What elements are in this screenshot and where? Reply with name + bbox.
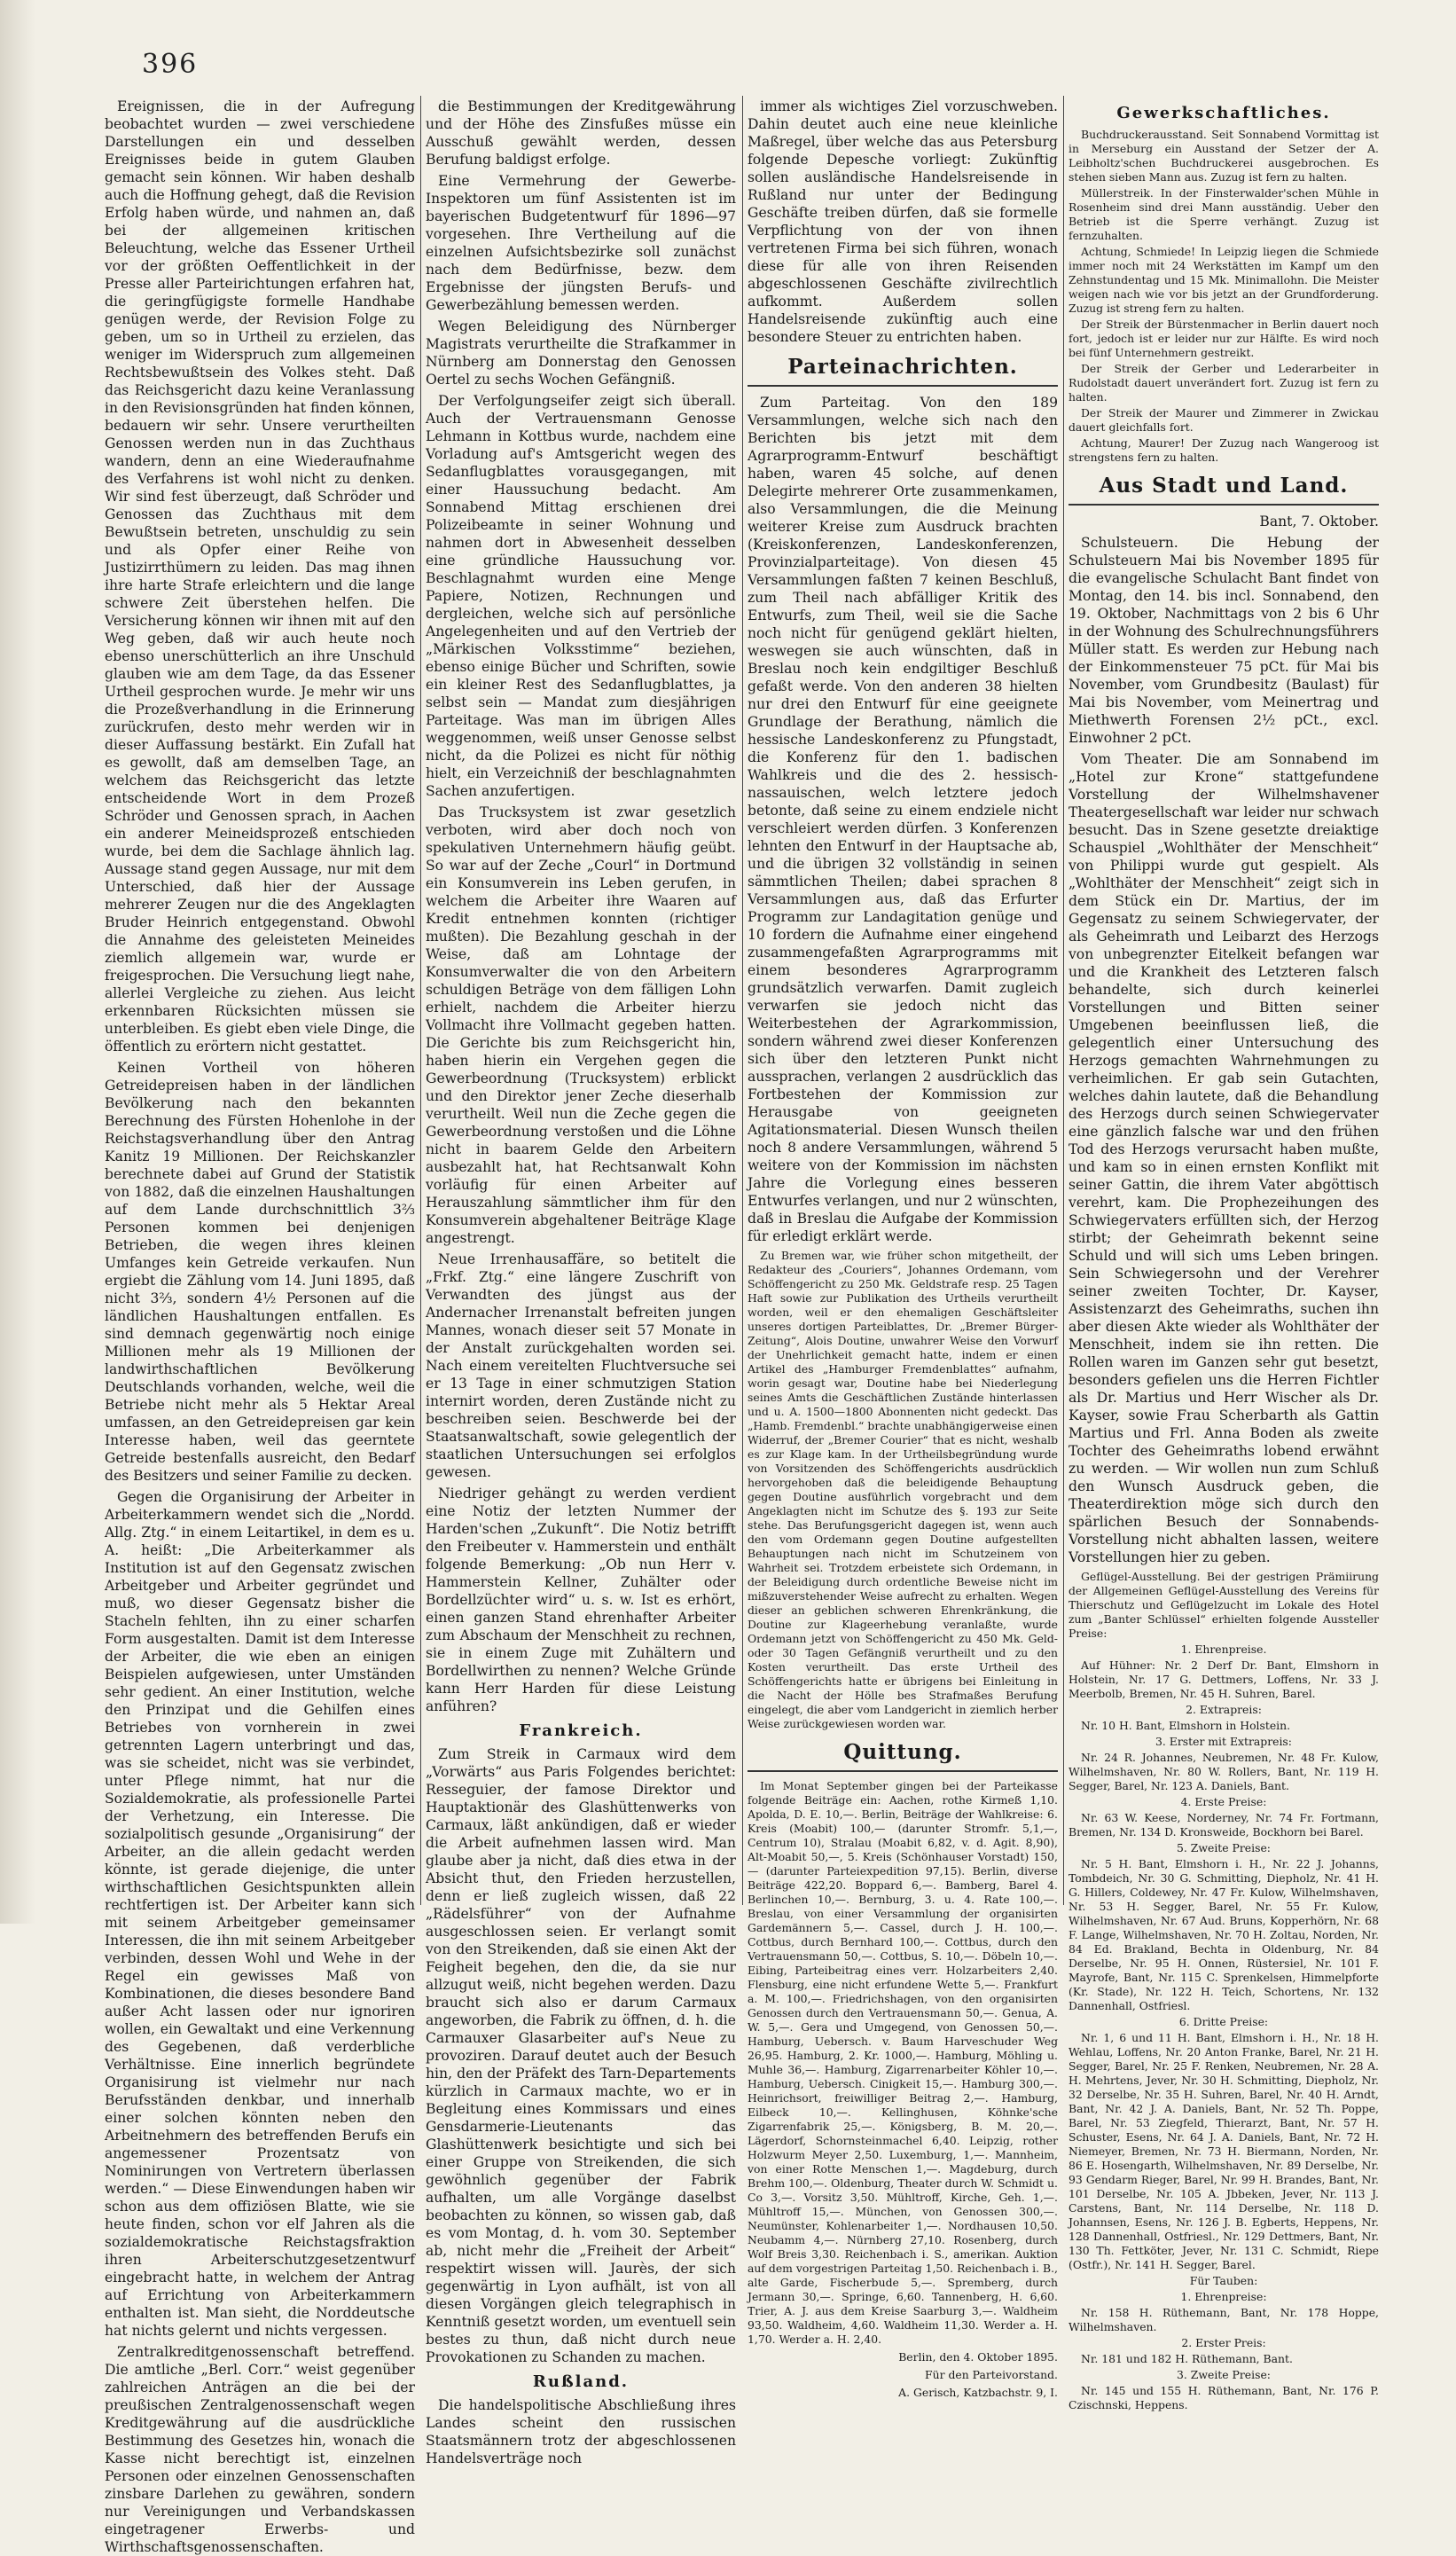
article-paragraph: die Bestimmungen der Kreditgewährung und der Höhe des Zinsfußes müsse ein Ausschuß gewählt werden, dessen Berufung baldigst erfolge. bbox=[426, 98, 736, 168]
receipt-signature-name: A. Gerisch, Katzbachstr. 9, I. bbox=[898, 2386, 1058, 2399]
column-1 bbox=[105, 98, 415, 2555]
article-paragraph: Der Verfolgungseifer zeigt sich überall. Auch der Vertrauensmann Genosse Lehmann in Kottbus wurde, nachdem eine Vorladung auf's Amtsgericht wegen des Sedanflugblattes vorausgegangen, mit einer Haussuchung bedacht. Am Sonnabend Mittag erschienen drei Polizeibeamte in seiner Wohnung und nahmen dort in Abwesenheit desselben eine gründliche Haussuchung vor. Beschlagnahmt wurden eine Menge Papiere, Notizen, Rechnungen und dergleichen, welche sich auf persönliche Angelegenheiten und auf den Vertrieb der „Märkischen Volksstimme“ beziehen, ebenso einige Bücher und Schriften, sowie ein kleiner Rest des Sedanflugblattes, ja selbst sein — Mandat zum diesjährigen Parteitage. Was man im übrigen Alles weggenommen, weiß unser Genosse selbst nicht, da die Polizei es nicht für nöthig hielt, ein Verzeichniß der beschlagnahmten Sachen anzufertigen. bbox=[426, 393, 736, 799]
section-heading-party-news: Parteinachrichten. bbox=[748, 355, 1058, 387]
article-paragraph: Zu Bremen war, wie früher schon mitgetheilt, der Redakteur des „Couriers“, Johannes Ordemann, vom Schöffengericht zu 250 Mk. Geldstrafe resp. 25 Tagen Haft sowie zur Publikation des Urtheils verurtheilt worden, weil er den ehemaligen Geschäftsleiter unseres dortigen Parteiblattes, Dr. „Bremer Bürger-Zeitung“, Alois Doutine, unwahrer Weise den Vorwurf der Unehrlichkeit gemacht hatte, indem er einen Artikel des „Hamburger Fremdenblattes“ aufnahm, worin gesagt war, Doutine habe bei Niederlegung seines Amts die Geschäftlichen Zustände hinterlassen und u. A. 1500—1800 Abonnenten nicht gedeckt. Das „Hamb. Fremdenbl.“ brachte unabhängigerweise einen Widerruf, der „Bremer Courier“ that es nicht, weshalb es zur Klage kam. In der Urtheilsbegründung wurde von Vorsitzenden des Schöffengerichts ausdrücklich hervorgehoben daß die beleidigende Behauptung gegen Doutine ausführlich vorgebracht und dem Angeklagten nicht im Schutze des §. 193 zur Seite stehe. Das Berufungsgericht dagegen ist, wenn auch den vom Ordemann gegen Doutine aufgestellten Behauptungen nach nicht im Schutzeinem von Wahrheit sei. Trotzdem erbeistete sich Ordemann, in der Beleidigung durch ordentliche Beweise nicht im mißzuverstehender Weise aufrecht zu erhalten. Wegen dieser an geblichen schweren Ehrenkränkung, die Doutine zur Klageerhebung veranlaßte, wurde Ordemann jetzt von Schöffengericht zu 450 Mk. Geld- oder 30 Tagen Gefängniß verurtheilt und zu den Kosten verurtheilt. Das erste Urtheil des Schöffengerichts hatte er übrigens bei Einleitung in die Nacht der Hölle bes Strafmaßes Berufung eingelegt, die aber vom Landgericht in ziemlich herber Weise zurückgewiesen worden war. bbox=[748, 1249, 1058, 1730]
section-heading-receipt: Quittung. bbox=[748, 1740, 1058, 1772]
section-heading-unions: Gewerkschaftliches. bbox=[1116, 104, 1331, 122]
receipt-list bbox=[748, 1779, 1058, 2400]
notice-paragraph: Buchdruckerausstand. Seit Sonnabend Vormittag ist in Merseburg ein Ausstand der Setzer der A. Leibholtz'schen Buchdruckerei ausgebrochen. Es stehen sieben Mann aus. Zuzug ist fern zu halten. bbox=[1069, 128, 1379, 184]
prize-heading: 2. Erster Preis: bbox=[1181, 2336, 1266, 2349]
prize-heading: Für Tauben: bbox=[1189, 2274, 1258, 2287]
dateline: Bant, 7. Oktober. bbox=[1259, 514, 1379, 529]
article-paragraph: Geflügel-Ausstellung. Bei der gestrigen Prämiirung der Allgemeinen Geflügel-Ausstellung des Vereins für Thierschutz und Geflügelzucht im Lokale des Hotel zum „Banter Schlüssel“ erhielten folgende Aussteller Preise: bbox=[1069, 1570, 1379, 1640]
receipt-text: Im Monat September gingen bei der Parteikasse folgende Beiträge ein: Aachen, rothe Kirmeß 1,10. Apolda, D. E. 10,—. Berlin, Beiträge der Wahlkreise: 6. Kreis (Moabit) 100,— (darunter Stromfr. 5,1,—, Centrum 10), Stralau (Moabit 6,82, v. d. Agit. 8,90), Alt-Moabit 50,—, 5. Kreis (Schönhauser Vorstadt) 150,— (darunter Parteiexpedition 97,15). Berlin, diverse Beiträge 422,20. Boppard 6,—. Bamberg, Barel 4. Berlinchen 10,—. Bernburg, 3. u. 4. Rate 100,—. Breslau, von einer Versammlung der organisirten Gardemännern 5,—. Cassel, durch J. H. 100,—. Cottbus, durch Bernhard 100,—. Cottbus, durch den Vertrauensmann 50,—. Cottbus, S. 10,—. Döbeln 10,—. Eibing, Parteibeitrag eines verr. Holzarbeiters 2,40. Flensburg, eine nicht erfundene Wette 5,—. Frankfurt a. M. 100,—. Friedrichshagen, von den organisirten Genossen durch den Vertrauensmann 50,—. Genua, A. W. 5,—. Gera und Umgegend, von Genossen 50,—. Hamburg, Uebersch. v. Baum Harveschuder Weg 26,95. Hamburg, 2. Kr. 1000,—. Hamburg, Möhling u. Muhle 36,—. Hamburg, Zigarrenarbeiter Köhler 10,—. Hamburg, Uebersch. Cinigkeit 15,—. Hamburg 300,—. Heinrichsort, freiwilliger Beitrag 2,—. Hamburg, Eilbeck 10,—. Kellinghusen, Köhnke'sche Zigarrenfabrik 25,—. Königsberg, B. M. 20,—. Lägerdorf, Schornsteinmachel 6,40. Leipzig, rother Holzwurm Meyer 2,50. Luxemburg, 1,—. Mannheim, von einer Rotte Menschen 1,—. Magdeburg, durch Brehm 100,—. Oldenburg, Theater durch W. Schmidt u. Co 3,—. Vorsitz 3,50. Mühltroff, Kirche, Geh. 1,—. Mühltroff 15,—. München, von Genossen 300,—. Neumünster, Kohlenarbeiter 1,—. Nordhausen 10,50. Neubamm 4,—. Nürnberg 27,10. Rosenberg, durch Wolf Breis 3,30. Reichenbach i. S., amerikan. Auktion auf dem vorgestrigen Parteitag 1,50. Reichenbach i. B., alte Garde, Fischerbude 5,—. Spremberg, durch Jermann 30,—. Springe, 6,60. Tannenberg, H. 6,60. Trier, A. J. aus dem Kreise Saarburg 3,—. Waldheim 93,50. Waldheim, 4,60. Waldheim 11,30. Werder a. H. 1,70. Werder a. H. 2,40. bbox=[748, 1779, 1058, 2346]
prize-heading: 1. Ehrenpreise: bbox=[1180, 2290, 1267, 2303]
article-paragraph: Ereignissen, die in der Aufregung beobachtet wurden — zwei verschiedene Darstellungen ein und desselben Ereignisses beide in gutem Glauben gemacht sein können. Wir haben deshalb auch die Hoffnung gehegt, daß die Revision Erfolg haben würde, und nahmen an, daß bei der allgemeinen kritischen Beleuchtung, welche das Essener Urtheil vor der größten Oeffentlichkeit in der Presse aller Parteirichtungen erfahren hat, die geringfügigste formelle Handhabe genügen werde, der Revision Folge zu geben, um so in Urtheil zu erzielen, das weniger im Widerspruch zum allgemeinen Rechtsbewußtsein des Volkes steht. Daß das Reichsgericht dazu keine Veranlassung in den Revisionsgründen hat finden können, bedauern wir sehr. Unsere verurtheilten Genossen werden nun in das Zuchthaus wandern, denn an eine Wiederaufnahme des Verfahrens ist wohl nicht zu denken. Wir sind fest überzeugt, daß Schröder und Genossen das Zuchthaus mit dem Bewußtsein betreten, unschuldig zu sein und als Opfer einer Reihe von Justizirrthümern zu leiden. Das mag ihnen ihre harte Strafe erleichtern und die lange schwere Zeit überstehen helfen. Die Versicherung können wir ihnen mit auf den Weg geben, daß wir auch heute noch ebenso unerschütterlich an ihre Unschuld glauben wie am dem Tage, da das Essener Urtheil gesprochen wurde. Je mehr wir uns die Prozeßverhandlung in die Erinnerung zurückrufen, desto mehr werden wir in dieser Auffassung bestärkt. Ein Zufall hat es gewollt, daß am demselben Tage, an welchem das Reichsgericht das letzte entscheidende Wort in dem Prozeß Schröder und Genossen sprach, in Aachen ein anderer Meineidsprozeß entschieden wurde, bei dem die Sachlage ähnlich lag. Aussage stand gegen Aussage, nur mit dem Unterschied, daß hier der Aussage mehrerer Zeugen nur die des Angeklagten Bruder Heinrich entgegenstand. Obwohl die Annahme des geleisteten Meineides ziemlich allgemein war, wurde er freigesprochen. Die Versuchung liegt nahe, allerlei Vergleiche zu ziehen. Aus leicht erkennbaren Rücksichten müssen sie unterbleiben. Es giebt eben viele Dinge, die öffentlich zu erörtern nicht gestattet. bbox=[105, 98, 415, 1055]
column-rule bbox=[1063, 96, 1064, 1905]
notice-paragraph: Der Streik der Bürstenmacher in Berlin dauert noch fort, jedoch ist er leider nur zur Hälfte. Es wird noch bei fünf Unternehmern gestreikt. bbox=[1069, 318, 1379, 359]
article-paragraph: Das Trucksystem ist zwar gesetzlich verboten, wird aber doch noch von spekulativen Unternehmern häufig geübt. So war auf der Zeche „Courl“ in Dortmund ein Konsumverein ins Leben gerufen, in welchem die Arbeiter ihre Waaren auf Kredit entnehmen konnten (richtiger mußten). Die Bezahlung geschah in der Weise, daß am Lohntage der Konsumverwalter die von den Arbeitern schuldigen Beträge von dem fälligen Lohn erhielt, nachdem die Arbeiter hierzu Vollmacht ihre Vollmacht gegeben hatten. Die Gerichte bis zum Reichsgericht hin, haben hierin ein Vergehen gegen die Gewerbeordnung (Trucksystem) erblickt und den Direktor jener Zeche dieserhalb verurtheilt. Weil nun die Zeche gegen die Gewerbeordnung verstoßen und die Löhne nicht in baarem Gelde den Arbeitern ausbezahlt hat, hat Rechtsanwalt Kohn vorläufig für einen Arbeiter auf Herauszahlung sämmtlicher ihm für den Konsumverein abgehaltener Beiträge Klage angestrengt. bbox=[426, 804, 736, 1246]
article-paragraph: Zum Parteitag. Von den 189 Versammlungen, welche sich nach den Berichten bis jetzt mit dem Agrarprogramm-Entwurf beschäftigt haben, waren 45 solche, auf denen Delegirte mehrerer Orte zusammenkamen, also Versammlungen, die die Meinung weiterer Kreise zum Ausdruck brachten (Kreiskonferenzen, Landeskonferenzen, Provinzialparteitage). Von diesen 45 Versammlungen faßten 7 keinen Beschluß, zum Theil nach abfälliger Kritik des Entwurfs, zum Theil, weil sie die Sache noch nicht für genügend geklärt hielten, weswegen sie auch wünschten, daß in Breslau noch kein endgiltiger Beschluß gefaßt werde. Von den anderen 38 hielten nur drei den Entwurf für eine geeignete Grundlage der Berathung, nämlich die hessische Landeskonferenz zu Pfungstadt, die Konferenz für den 1. badischen Wahlkreis und die des 2. hessisch-nassauischen, welch letztere jedoch betonte, daß seine zu einem endziele nicht verschleiert werden dürfen. 3 Konferenzen lehnten den Entwurf in der Hauptsache ab, und die übrigen 32 vollständig in seinen sämmtlichen Theilen; dabei sprachen 8 Versammlungen aus, daß das Erfurter Programm zur Landagitation genüge und 10 fordern die Aufnahme einer eingehend zusammengefaßten Agrarprogramms mit einem besonderes Agrarprogramm grundsätzlich verwarfen. Damit zugleich verwarfen sie jedoch nicht das Weiterbestehen der Agrarkommission, sondern während zwei dieser Konferenzen sich über den letzteren Punkt nicht aussprachen, verlangen 2 ausdrücklich das Fortbestehen der Kommission zur Herausgabe von geeigneten Agitationsmaterial. Diesen Wunsch theilen noch 8 andere Versammlungen, während 5 weitere von der Kommission im nächsten Jahre die Vorlegung eines besseren Entwurfes verlangen, und nur 2 wünschten, daß in Breslau die Aufgabe der Kommission für erledigt erklärt werde. bbox=[748, 395, 1058, 1244]
prize-entry: Nr. 10 H. Bant, Elmshorn in Holstein. bbox=[1081, 1719, 1291, 1732]
section-heading-france: Frankreich. bbox=[519, 1721, 643, 1740]
prize-entry: Nr. 158 H. Rüthemann, Bant, Nr. 178 Hoppe, Wilhelmshaven. bbox=[1069, 2306, 1379, 2333]
prize-heading: 3. Zweite Preise: bbox=[1177, 2368, 1271, 2381]
article-paragraph: Eine Vermehrung der Gewerbe-Inspektoren um fünf Assistenten ist im bayerischen Budgetentwurf für 1896—97 vorgesehen. Ihre Vertheilung auf die einzelnen Aufsichtsbezirke soll zunächst nach dem Bedürfnisse, bezw. dem Ergebnisse der jüngsten Berufs- und Gewerbezählung bemessen werden. bbox=[426, 173, 736, 313]
prize-entry: Nr. 145 und 155 H. Rüthemann, Bant, Nr. 176 P. Czischnski, Heppens. bbox=[1069, 2384, 1379, 2411]
column-4 bbox=[1069, 98, 1379, 2411]
prize-entry: Nr. 1, 6 und 11 H. Bant, Elmshorn i. H., Nr. 18 H. Wehlau, Loffens, Nr. 20 Anton Franke, Barel, Nr. 21 H. Segger, Barel, Nr. 25 F. Renken, Neubremen, Nr. 28 A. H. Mehrtens, Jever, Nr. 30 H. Schmitting, Diepholz, Nr. 32 Derselbe, Nr. 35 H. Suhren, Barel, Nr. 40 H. Arndt, Bant, Nr. 42 J. A. Daniels, Bant, Nr. 52 Th. Poppe, Barel, Nr. 53 Ziegfeld, Thierarzt, Bant, Nr. 57 H. Schuster, Esens, Nr. 64 J. A. Daniels, Bant, Nr. 72 H. Niemeyer, Bremen, Nr. 73 H. Biermann, Norden, Nr. 86 E. Hosengarth, Wilhelmshaven, Nr. 89 Derselbe, Nr. 93 Gendarm Rieger, Barel, Nr. 99 H. Brandes, Bant, Nr. 101 Derselbe, Nr. 105 A. Jbbeken, Jever, Nr. 113 J. Carstens, Bant, Nr. 114 Derselbe, Nr. 118 D. Johannsen, Esens, Nr. 126 J. B. Egberts, Heppens, Nr. 128 Dannenhall, Ostfriesl., Nr. 129 Dettmers, Bant, Nr. 130 Th. Fettköter, Jever, Nr. 131 C. Schmidt, Riepe (Ostfr.), Nr. 141 H. Segger, Barel. bbox=[1069, 2031, 1379, 2271]
notice-paragraph: Achtung, Maurer! Der Zuzug nach Wangeroog ist strengstens fern zu halten. bbox=[1069, 436, 1379, 464]
article-paragraph: Vom Theater. Die am Sonnabend im „Hotel zur Krone“ stattgefundene Vorstellung der Wilhelmshavener Theatergesellschaft war leider nur schwach besucht. Das in Szene gesetzte dreiaktige Schauspiel „Wohlthäter der Menschheit“ von Philippi wurde gut gespielt. Als „Wohlthäter der Menschheit“ zeigt sich in dem Stück ein Dr. Martius, der im Gegensatz zu seinem Schwiegervater, der als Geheimrath und Leibarzt des Herzogs von unbegrenzter Eitelkeit befangen war und die Krankheit des Letzteren falsch behandelte, sich durch keinerlei Vorstellungen und Bitten seiner Umgebenen beeinflussen ließ, die gelegentlich einer Untersuchung des Herzogs gemachten Wahrnehmungen zu verheimlichen. Er gab sein Gutachten, welches dahin lautete, daß die Behandlung des Herzogs durch seinen Schwiegervater eine gänzlich falsche war und den frühen Tod des Herzogs verursacht haben mußte, und kam so in einen ernsten Konflikt mit seiner Gattin, die ihrem Vater abgöttisch verehrt, kam. Die Prophezeihungen des Schwiegervaters erfüllten sich, der Herzog stirbt; der Geheimrath bekennt seine Schuld und will sich ums Leben bringen. Sein Schwiegersohn und der Verehrer seiner zweiten Tochter, Dr. Kayser, Assistenzarzt des Geheimraths, suchen ihn aber diesen Akte wieder als Wohlthäter der Menschheit, indem sie ihn retten. Die Rollen waren im Ganzen sehr gut besetzt, besonders gefielen uns die Herren Fichtler als Dr. Martius und Herr Wischer als Dr. Kayser, sowie Frau Scherbarth als Gattin Martius und Frl. Anna Boden als zweite Tochter des Geheimraths lobend erwähnt zu werden. — Wir wollen nun zum Schluß den Wunsch Ausdruck geben, die Theaterdirektion möge sich durch den spärlichen Besuch der Sonnabends-Vorstellung nicht abhalten lassen, weitere Vorstellungen hier zu geben. bbox=[1069, 751, 1379, 1565]
receipt-signature-board: Für den Parteivorstand. bbox=[925, 2368, 1058, 2381]
notice-paragraph: Achtung, Schmiede! In Leipzig liegen die Schmiede immer noch mit 24 Werkstätten im Kampf um den Zehnstundentag und 15 Mk. Minimallohn. Die Meister weigen nach wie vor bis jetzt an der Grundforderung. Zuzug ist streng fern zu halten. bbox=[1069, 245, 1379, 315]
prize-entry: Nr. 63 W. Keese, Norderney, Nr. 74 Fr. Fortmann, Bremen, Nr. 134 D. Kronsweide, Bockhorn bei Barel. bbox=[1069, 1811, 1379, 1839]
prize-heading: 4. Erste Preise: bbox=[1180, 1795, 1267, 1808]
article-paragraph: Gegen die Organisirung der Arbeiter in Arbeiterkammern wendet sich die „Nordd. Allg. Ztg.“ in einem Leitartikel, in dem es u. A. heißt: „Die Arbeiterkammer als Institution ist auf den Gegensatz zwischen Arbeitgeber und Arbeiter gegründet und muß, wo dieser Gegensatz bisher die Stacheln fehlten, ihn zu einer scharfen Form ausgestalten. Damit ist dem Interesse der Arbeiter, die wie eben an einigen Beispielen aufgewiesen, unter Umständen sehr gedient. An einer Institution, welche den Prinzipat und die Gehilfen eines Betriebes von vornherein in zwei getrennten Lagern unterbringt und das, was sie scheidet, nicht was sie verbindet, unter Pflege nimmt, hat nur die Sozialdemokratie, als professionelle Partei der Verhetzung, ein Interesse. Die sozialpolitisch gesunde „Organisirung“ der Arbeiter, an die allein gedacht werden könnte, ist gerade diejenige, die unter wirthschaftlichen Gesichtspunkten allein rechtfertigen ist. Der Arbeiter kann sich mit seinem Arbeitgeber gemeinsamer Interessen, die ihn mit seinem Arbeitgeber verbinden, dessen Wohl und Wehe in der Regel ein gewisses Maß von Kombinationen, die dieses besondere Band außer Acht lassen oder nur ignoriren wollen, ein Gewaltakt und eine Verkennung des Gegebenen, daß verderbliche Verhältnisse. Eine innerlich begründete Organisirung ist vielmehr nur nach Berufsständen denkbar, und innerhalb einer solchen könnten neben den Arbeitnehmern des betreffenden Berufs ein angemessener Prozentsatz von Nominirungen von Vertretern überlassen werden.“ — Diese Einwendungen haben wir schon aus dem offiziösen Blatte, wie sie heute finden, schon vor elf Jahren als die sozialdemokratische Reichstagsfraktion ihren Arbeiterschutzgesetzentwurf eingebracht hatte, in welchem der Antrag auf Errichtung von Arbeiterkammern enthalten ist. Man sieht, die Norddeutsche hat nichts gelernt und nichts vergessen. bbox=[105, 1489, 415, 2339]
prize-heading: 1. Ehrenpreise. bbox=[1180, 1643, 1267, 1656]
article-paragraph: Zum Streik in Carmaux wird dem „Vorwärts“ aus Paris Folgendes berichtet: Resseguier, der famose Direktor und Hauptaktionär des Glashüttenwerks von Carmaux, läßt ankündigen, daß er wieder die Arbeit aufnehmen lassen wird. Man glaube aber ja nicht, daß dies etwa in der Absicht thut, den Frieden herzustellen, denn er ließ zugleich wissen, daß 22 „Rädelsführer“ von der Aufnahme ausgeschlossen seien. Er verlangt somit von den Streikenden, daß sie einen Akt der Feigheit begehen, den die, da sie nur allzugut weiß, nicht begehen werden. Dazu braucht sich also er darum Carmaux angeworben, die Fabrik zu öffnen, d. h. die Carmauxer Glasarbeiter auf's Neue zu provoziren. Darauf deutet auch der Besuch hin, den der Präfekt des Tarn-Departements kürzlich in Carmaux machte, wo er in Begleitung eines Kommissars und eines Gensdarmerie-Lieutenants das Glashüttenwerk besichtigte und sich bei einer Gruppe von Streikenden, die sich gewöhnlich gegenüber der Fabrik aufhalten, um alle Vorgänge daselbst beobachten zu können, so wissen gab, daß es vom Montag, d. h. vom 30. September ab, nicht mehr die „Freiheit der Arbeit“ respektirt wissen will. Jaurès, der sich gegenwärtig in Lyon aufhält, ist von all diesen Vorgängen gleich telegraphisch in Kenntniß gesetzt worden, um eventuell sein bestes zu thun, daß nicht durch neue Provokationen zu Schanden zu machen. bbox=[426, 1746, 736, 2365]
union-notices bbox=[1069, 128, 1379, 465]
column-rule bbox=[742, 96, 743, 1905]
prize-heading: 6. Dritte Preise: bbox=[1178, 2015, 1269, 2028]
article-paragraph: Die handelspolitische Abschließung ihres Landes scheint den russischen Staatsmännern trotz der abgeschlossenen Handelsverträge noch bbox=[426, 2397, 736, 2466]
article-paragraph: Wegen Beleidigung des Nürnberger Magistrats verurtheilte die Strafkammer in Nürnberg am Donnerstag den Genossen Oertel zu sechs Wochen Gefängniß. bbox=[426, 318, 736, 388]
prize-entry: Nr. 181 und 182 H. Rüthemann, Bant. bbox=[1081, 2352, 1293, 2365]
page-number: 396 bbox=[142, 49, 199, 80]
prize-entry: Nr. 24 R. Johannes, Neubremen, Nr. 48 Fr. Kulow, Wilhelmshaven, Nr. 80 W. Rollers, Bant, Nr. 119 H. Segger, Barel, Nr. 123 A. Daniels, Bant. bbox=[1069, 1751, 1379, 1792]
prize-heading: 3. Erster mit Extrapreis: bbox=[1155, 1735, 1292, 1748]
article-paragraph: Niedriger gehängt zu werden verdient eine Notiz der letzten Nummer der Harden'schen „Zukunft“. Die Notiz betrifft den Freibeuter v. Hammerstein und enthält folgende Bemerkung: „Ob nun Herr v. Hammerstein Kellner, Zuhälter oder Bordellzüchter wird“ u. s. w. Ist es erhört, einen ganzen Stand ehrenhafter Arbeiter zum Abschaum der Menschheit zu rechnen, sie in einem Zuge mit Zuhältern und Bordellwirthen zu nennen? Welche Gründe kann Herr Harden für diese Leistung anführen? bbox=[426, 1486, 736, 1714]
small-print-block bbox=[748, 1249, 1058, 1731]
article-paragraph: Zentralkreditgenossenschaft betreffend. Die amtliche „Berl. Corr.“ weist gegenüber zahlreichen Anträgen an die bei der preußischen Zentralgenossenschaft wegen Kreditgewährung auf die ausdrückliche Bestimmung des Gesetzes hin, wonach die Kasse nicht berechtigt ist, einzelnen Personen oder einzelnen Genossenschaften zinsbare Darlehen zu gewähren, sondern nur Vereinigungen und Verbandskassen eingetragener Erwerbs- und Wirthschaftsgenossenschaften. bbox=[105, 2344, 415, 2555]
article-paragraph: Neue Irrenhausaffäre, so betitelt die „Frkf. Ztg.“ eine längere Zuschrift von Verwandten des jüngst aus der Andernacher Irrenanstalt befreiten jungen Mannes, wonach dieser seit 57 Monate in der Anstalt zurückgehalten worden sei. Nach einem vereitelten Fluchtversuche sei er 13 Tage in einer schmutzigen Station internirt worden, deren Zustände nicht zu beschreiben seien. Beschwerde bei der Staatsanwaltschaft, sowie gelegentlich der staatlichen Untersuchungen sei erfolglos gewesen. bbox=[426, 1251, 736, 1480]
column-3 bbox=[748, 98, 1058, 2399]
column-rule bbox=[420, 96, 421, 1905]
section-heading-local: Aus Stadt und Land. bbox=[1069, 474, 1379, 506]
prize-entry: Auf Hühner: Nr. 2 Derf Dr. Bant, Elmshorn in Holstein, Nr. 17 G. Dettmers, Loffens, Nr. 33 J. Meerbolb, Bremen, Nr. 45 H. Suhren, Barel. bbox=[1069, 1658, 1379, 1700]
page-edge bbox=[0, 0, 35, 1924]
prize-list bbox=[1069, 1570, 1379, 2412]
prize-entry: Nr. 5 H. Bant, Elmshorn i. H., Nr. 22 J. Johanns, Tombdeich, Nr. 30 G. Schmitting, Diepholz, Nr. 41 H. G. Hillers, Coldewey, Nr. 47 Fr. Kulow, Wilhelmshaven, Nr. 53 H. Segger, Barel, Nr. 55 Fr. Kulow, Wilhelmshaven, Nr. 67 Aud. Bruns, Kopperhörn, Nr. 68 F. Lange, Wilhelmshaven, Nr. 70 H. Zoltau, Norden, Nr. 84 Ed. Brakland, Bechta in Oldenburg, Nr. 84 Derselbe, Nr. 95 H. Onnen, Rüstersiel, Nr. 101 F. Mayrofe, Bant, Nr. 115 C. Sprenkelsen, Himmelpforte (Kr. Stade), Nr. 122 H. Teich, Schortens, Nr. 132 Dannenhall, Ostfriesl. bbox=[1069, 1857, 1379, 2012]
notice-paragraph: Müllerstreik. In der Finsterwalder'schen Mühle in Rosenheim sind drei Mann ausständig. Ueber den Betrieb ist die Sperre verhängt. Zuzug ist fernzuhalten. bbox=[1069, 186, 1379, 242]
receipt-signature-date: Berlin, den 4. Oktober 1895. bbox=[898, 2350, 1058, 2364]
prize-heading: 2. Extrapreis: bbox=[1186, 1703, 1262, 1716]
prize-heading: 5. Zweite Preise: bbox=[1177, 1841, 1271, 1854]
article-paragraph: immer als wichtiges Ziel vorzuschweben. Dahin deutet auch eine neue kleinliche Maßregel, über welche das aus Petersburg folgende Depesche vorliegt: Zukünftig sollen ausländische Handelsreisende in Rußland nur unter der Bedingung Geschäfte treiben dürfen, daß sie formelle Verpflichtung von der von ihnen vertretenen Firma bei sich führen, wonach diese für alle von ihren Reisenden abgeschlossenen Geschäfte zivilrechtlich aufkommt. Außerdem sollen Handelsreisende zukünftig auch eine besondere Steuer zu entrichten haben. bbox=[748, 98, 1058, 345]
column-2 bbox=[426, 98, 736, 2466]
article-paragraph: Keinen Vortheil von höheren Getreidepreisen haben in der ländlichen Bevölkerung nach den bekannten Berechnung des Fürsten Hohenlohe in der Reichstagsverhandlung über den Antrag Kanitz 19 Millionen. Der Reichskanzler berechnete dabei auf Grund der Statistik von 1882, daß die einzelnen Haushaltungen auf dem Lande durchschnittlich 3⅔ Personen kommen bei denjenigen Betrieben, die wegen ihres kleinen Umfanges kein Getreide verkaufen. Nun ergiebt die Zählung vom 14. Juni 1895, daß nicht 3⅔, sondern 4½ Personen auf die ländlichen Haushaltungen entfallen. Es sind demnach gegenwärtig noch einige Millionen mehr als 19 Millionen der landwirthschaftlichen Bevölkerung Deutschlands vorhanden, welche, weil die Betriebe nicht mehr als 5 Hektar Areal umfassen, an den Getreidepreisen gar kein Interesse haben, weil das geerntete Getreide bestenfalls ausreicht, den Bedarf des Besitzers und seiner Familie zu decken. bbox=[105, 1060, 415, 1484]
article-paragraph: Schulsteuern. Die Hebung der Schulsteuern Mai bis November 1895 für die evangelische Schulacht Bant findet von Montag, den 14. bis incl. Sonnabend, den 19. Oktober, Nachmittags von 2 bis 6 Uhr in der Wohnung des Schulrechnungsführers Müller statt. Es werden zur Hebung nach der Einkommensteuer 75 pCt. für Mai bis November, vom Grundbesitz (Baulast) für Mai bis November, vom Meinertrag und Miethwerth Forensen 2½ pCt., excl. Einwohner 2 pCt. bbox=[1069, 535, 1379, 746]
section-heading-russia: Rußland. bbox=[532, 2372, 630, 2391]
notice-paragraph: Der Streik der Maurer und Zimmerer in Zwickau dauert gleichfalls fort. bbox=[1069, 406, 1379, 434]
notice-paragraph: Der Streik der Gerber und Lederarbeiter in Rudolstadt dauert unverändert fort. Zuzug ist fern zu halten. bbox=[1069, 362, 1379, 404]
